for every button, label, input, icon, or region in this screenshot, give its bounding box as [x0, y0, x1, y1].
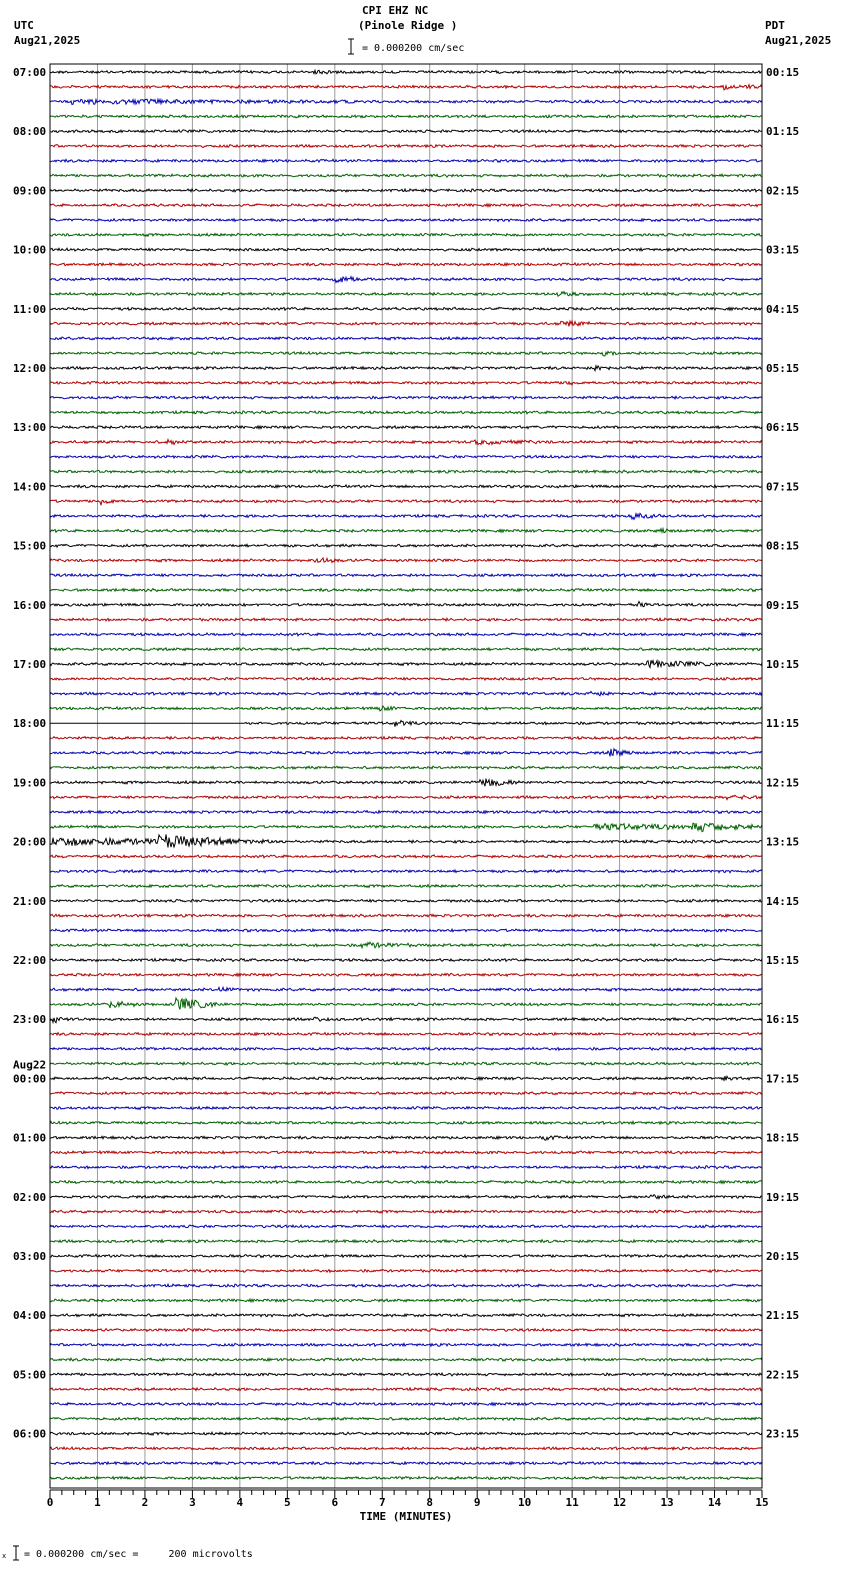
- x-tick-label: 14: [707, 1496, 722, 1509]
- trace-row-76: [50, 1195, 762, 1199]
- x-tick-label: 12: [612, 1496, 627, 1509]
- trace-row-35: [50, 589, 762, 592]
- trace-row-88: [50, 1373, 762, 1376]
- trace-row-59: [50, 942, 762, 948]
- trace-row-37: [50, 618, 762, 621]
- trace-row-12: [50, 248, 762, 251]
- trace-row-34: [50, 574, 762, 577]
- trace-row-25: [50, 440, 762, 445]
- pdt-hour-label: 20:15: [766, 1250, 800, 1263]
- trace-row-54: [50, 870, 762, 873]
- utc-hour-label: 08:00: [13, 125, 47, 139]
- trace-row-8: [50, 189, 762, 192]
- trace-row-69: [50, 1092, 762, 1095]
- utc-hour-label: 09:00: [13, 184, 47, 198]
- trace-row-44: [50, 721, 762, 727]
- trace-row-73: [50, 1151, 762, 1154]
- trace-row-55: [50, 885, 762, 888]
- trace-row-14: [50, 277, 762, 283]
- left-timezone: UTC: [14, 19, 34, 32]
- pdt-hour-label: 23:15: [766, 1427, 800, 1441]
- trace-row-6: [50, 159, 762, 162]
- trace-row-74: [50, 1166, 762, 1169]
- pdt-hour-label: 15:15: [766, 954, 800, 967]
- utc-hour-label: 14:00: [13, 480, 47, 494]
- trace-row-31: [50, 529, 762, 533]
- trace-row-85: [50, 1329, 762, 1332]
- trace-row-40: [50, 660, 762, 667]
- trace-row-0: [50, 70, 762, 74]
- station-title: CPI EHZ NC: [362, 4, 429, 17]
- trace-row-49: [50, 795, 762, 799]
- utc-hour-label: 21:00: [13, 894, 47, 908]
- x-tick-label: 1: [94, 1496, 101, 1509]
- trace-row-24: [50, 426, 762, 429]
- trace-row-56: [50, 899, 762, 902]
- trace-row-84: [50, 1314, 762, 1317]
- trace-row-72: [50, 1136, 762, 1140]
- trace-row-60: [50, 959, 762, 962]
- trace-row-68: [50, 1076, 762, 1080]
- trace-row-2: [50, 99, 762, 104]
- utc-hour-label: 17:00: [13, 658, 47, 671]
- pdt-hour-label: 21:15: [766, 1309, 800, 1323]
- trace-row-18: [50, 337, 762, 340]
- trace-row-58: [50, 929, 762, 932]
- right-date: Aug21,2025: [765, 34, 832, 47]
- utc-hour-label: 20:00: [13, 835, 47, 849]
- utc-hour-label: 02:00: [13, 1190, 47, 1204]
- trace-row-66: [50, 1047, 762, 1050]
- trace-row-21: [50, 381, 762, 385]
- utc-hour-label: 03:00: [13, 1250, 47, 1263]
- trace-row-57: [50, 914, 762, 917]
- trace-row-89: [50, 1388, 762, 1391]
- trace-row-87: [50, 1358, 762, 1361]
- utc-hour-label: 11:00: [13, 302, 47, 316]
- trace-row-20: [50, 366, 762, 371]
- x-tick-label: 3: [189, 1496, 196, 1509]
- pdt-hour-label: 16:15: [766, 1013, 800, 1027]
- trace-row-1: [50, 85, 762, 90]
- trace-row-43: [50, 706, 762, 711]
- trace-row-3: [50, 115, 762, 118]
- footer-scale-text: = 0.000200 cm/sec = 200 microvolts: [24, 1549, 253, 1560]
- trace-row-19: [50, 351, 762, 356]
- trace-row-38: [50, 633, 762, 636]
- utc-hour-label: 13:00: [13, 421, 47, 435]
- plot-frame: [50, 64, 762, 1488]
- utc-hour-label: 01:00: [13, 1131, 47, 1145]
- right-timezone: PDT: [765, 19, 785, 32]
- utc-hour-label: 18:00: [13, 717, 47, 731]
- trace-row-53: [50, 855, 762, 858]
- trace-row-63: [50, 998, 762, 1010]
- utc-hour-label: 12:00: [13, 362, 47, 375]
- trace-row-16: [50, 307, 762, 310]
- x-axis-label: TIME (MINUTES): [359, 1510, 453, 1523]
- grid-lines: [97, 64, 714, 1488]
- utc-hour-label: 19:00: [13, 776, 47, 790]
- trace-row-81: [50, 1269, 762, 1272]
- x-tick-label: 4: [236, 1496, 244, 1509]
- trace-row-9: [50, 204, 762, 207]
- x-axis: [47, 1490, 769, 1523]
- trace-row-77: [50, 1210, 762, 1213]
- trace-row-71: [50, 1121, 762, 1124]
- header-scale-note: = 0.000200 cm/sec: [362, 43, 465, 54]
- svg-text:x: x: [2, 1552, 7, 1560]
- trace-row-51: [50, 823, 762, 831]
- trace-row-33: [50, 558, 762, 562]
- pdt-hour-label: 06:15: [766, 421, 800, 435]
- trace-row-50: [50, 811, 762, 814]
- trace-row-93: [50, 1447, 762, 1450]
- trace-group: [50, 70, 762, 1479]
- trace-row-70: [50, 1107, 762, 1110]
- pdt-hour-label: 00:15: [766, 66, 800, 79]
- pdt-hour-label: 14:15: [766, 894, 800, 908]
- trace-row-28: [50, 485, 762, 488]
- utc-hour-label: 16:00: [13, 598, 47, 612]
- trace-row-30: [50, 513, 762, 519]
- trace-row-80: [50, 1255, 762, 1258]
- trace-row-22: [50, 396, 762, 399]
- x-tick-label: 0: [46, 1496, 54, 1509]
- trace-row-42: [50, 691, 762, 695]
- trace-row-64: [50, 1017, 762, 1023]
- footer-scale-bar-icon: [2, 1545, 24, 1561]
- pdt-hour-label: 13:15: [766, 835, 800, 849]
- pdt-hour-label: 09:15: [766, 598, 800, 612]
- trace-row-86: [50, 1343, 762, 1346]
- utc-hour-label: 23:00: [13, 1013, 47, 1027]
- pdt-hour-label: 07:15: [766, 480, 800, 494]
- utc-hour-label: 22:00: [13, 954, 47, 967]
- pdt-hour-label: 22:15: [766, 1368, 800, 1382]
- pdt-hour-label: 08:15: [766, 539, 800, 553]
- trace-row-91: [50, 1417, 762, 1420]
- trace-row-62: [50, 987, 762, 991]
- pdt-hour-label: 18:15: [766, 1131, 800, 1145]
- x-tick-label: 11: [565, 1496, 579, 1509]
- trace-row-32: [50, 544, 762, 547]
- time-labels: [13, 66, 799, 1441]
- x-tick-label: 15: [755, 1496, 769, 1509]
- trace-row-15: [50, 292, 762, 297]
- utc-hour-label: 00:00: [13, 1072, 47, 1086]
- trace-row-23: [50, 411, 762, 414]
- utc-hour-label: 06:00: [13, 1427, 47, 1441]
- trace-row-67: [50, 1062, 762, 1065]
- trace-row-27: [50, 470, 762, 473]
- x-tick-label: 8: [426, 1496, 434, 1509]
- left-date: Aug21,2025: [14, 34, 81, 47]
- trace-row-48: [50, 779, 762, 787]
- trace-row-41: [50, 677, 762, 680]
- trace-row-83: [50, 1299, 762, 1302]
- utc-date-label: Aug22: [13, 1058, 47, 1072]
- trace-row-92: [50, 1432, 762, 1435]
- x-tick-label: 2: [141, 1496, 149, 1509]
- station-subtitle: (Pinole Ridge ): [358, 19, 458, 32]
- trace-row-10: [50, 219, 762, 222]
- trace-row-65: [50, 1033, 762, 1036]
- trace-row-78: [50, 1225, 762, 1228]
- x-tick-label: 13: [660, 1496, 674, 1509]
- trace-row-29: [50, 500, 762, 506]
- utc-hour-label: 10:00: [13, 243, 47, 257]
- trace-row-47: [50, 766, 762, 769]
- trace-row-52: [50, 835, 762, 848]
- x-tick-label: 7: [378, 1496, 386, 1509]
- x-tick-label: 9: [473, 1496, 481, 1509]
- pdt-hour-label: 04:15: [766, 302, 800, 316]
- pdt-hour-label: 19:15: [766, 1190, 800, 1204]
- trace-row-39: [50, 648, 762, 651]
- trace-row-17: [50, 321, 762, 326]
- pdt-hour-label: 03:15: [766, 243, 800, 257]
- pdt-hour-label: 12:15: [766, 776, 800, 790]
- trace-row-79: [50, 1240, 762, 1243]
- trace-row-26: [50, 455, 762, 458]
- x-tick-label: 6: [331, 1496, 339, 1509]
- trace-row-5: [50, 145, 762, 148]
- utc-hour-label: 04:00: [13, 1309, 47, 1323]
- trace-row-46: [50, 749, 762, 757]
- pdt-hour-label: 02:15: [766, 184, 800, 198]
- trace-row-95: [50, 1477, 762, 1480]
- pdt-hour-label: 11:15: [766, 717, 800, 731]
- pdt-hour-label: 17:15: [766, 1072, 800, 1086]
- utc-hour-label: 07:00: [13, 66, 47, 79]
- pdt-hour-label: 10:15: [766, 658, 800, 671]
- trace-row-7: [50, 174, 762, 177]
- trace-row-11: [50, 233, 762, 236]
- trace-row-61: [50, 973, 762, 976]
- pdt-hour-label: 01:15: [766, 125, 800, 139]
- trace-row-36: [50, 602, 762, 607]
- trace-row-75: [50, 1181, 762, 1184]
- x-tick-label: 5: [284, 1496, 291, 1509]
- trace-row-82: [50, 1284, 762, 1287]
- x-tick-label: 10: [518, 1496, 532, 1509]
- trace-row-4: [50, 130, 762, 133]
- trace-row-13: [50, 263, 762, 266]
- trace-row-94: [50, 1462, 762, 1465]
- utc-hour-label: 05:00: [13, 1368, 47, 1382]
- pdt-hour-label: 05:15: [766, 362, 800, 375]
- trace-row-45: [50, 737, 762, 740]
- trace-row-90: [50, 1403, 762, 1406]
- utc-hour-label: 15:00: [13, 539, 47, 553]
